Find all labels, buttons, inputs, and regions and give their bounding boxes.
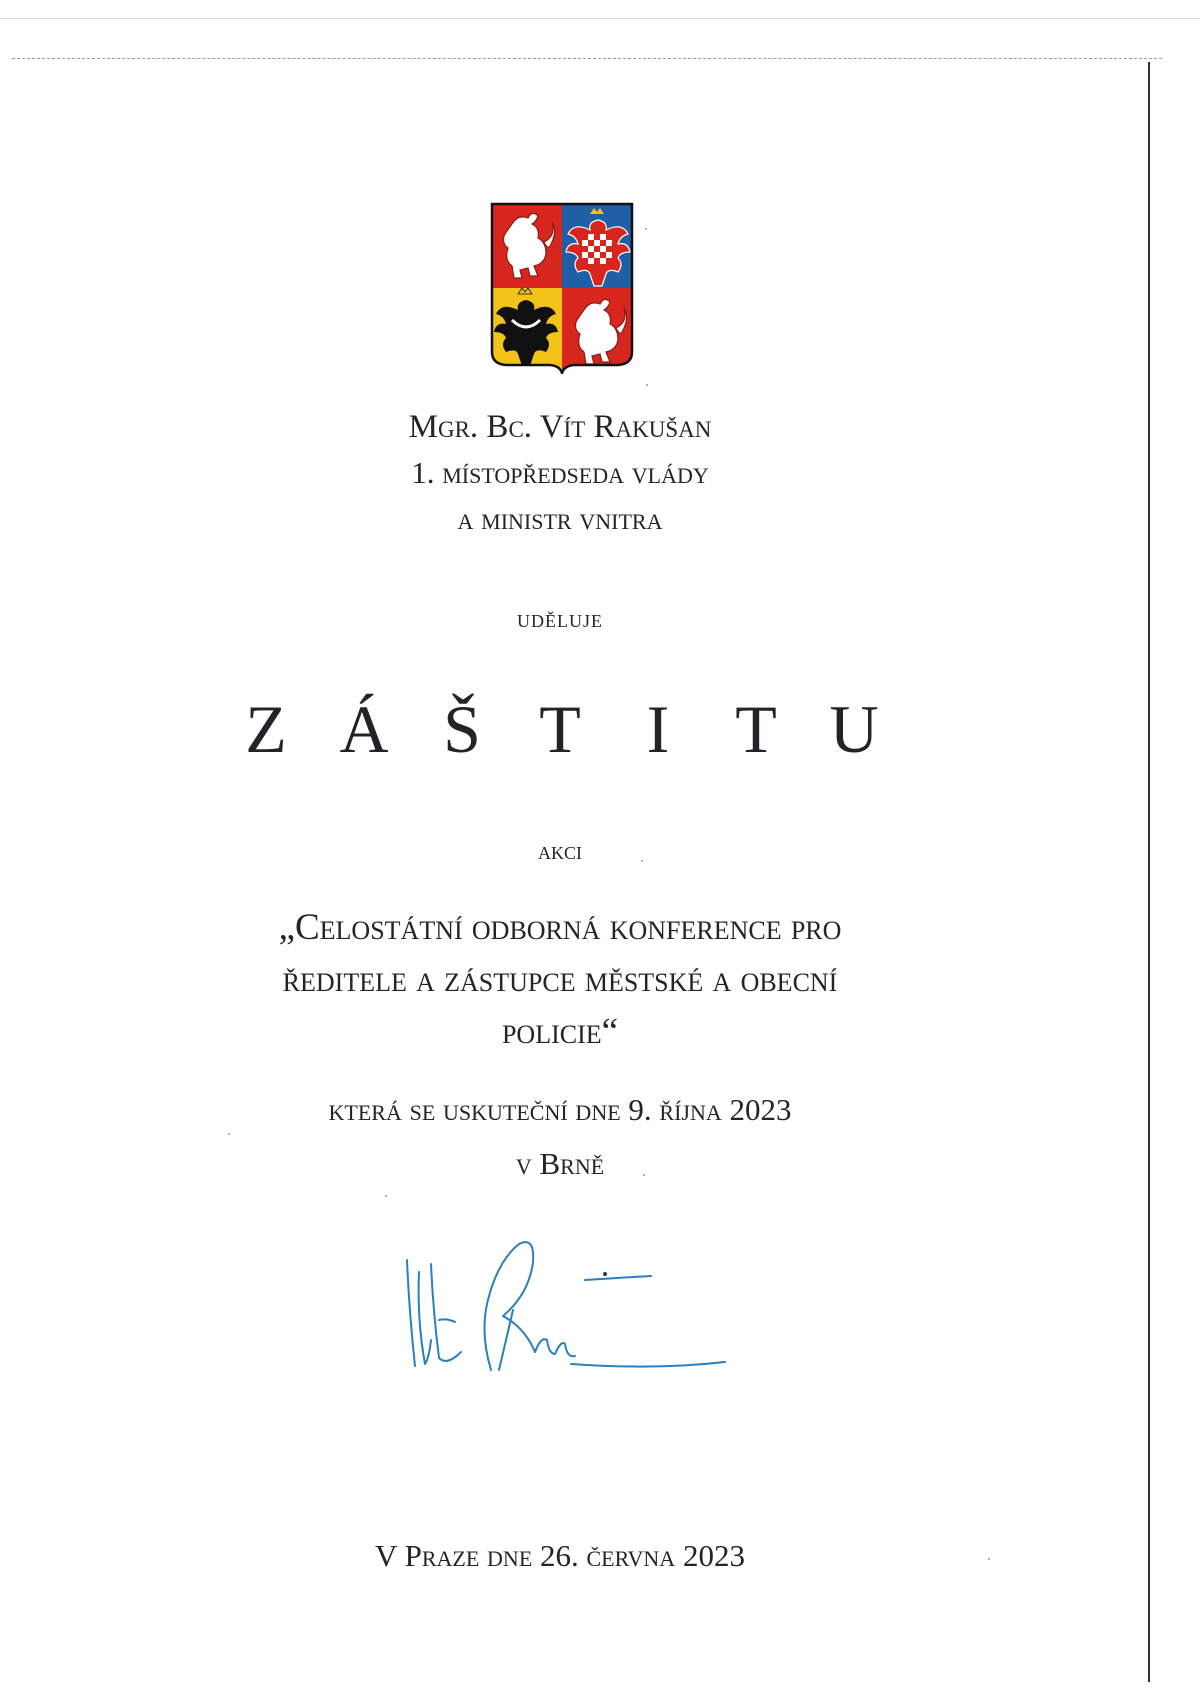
action-label: akci: [538, 836, 582, 865]
event-title: [0, 902, 1120, 1058]
event-place: v Brně: [515, 1146, 605, 1181]
title-letter: T: [539, 691, 581, 767]
handwritten-signature-icon: [395, 1240, 775, 1380]
issuer-block: [0, 404, 1120, 542]
issuer-position-line-1: 1. místopředseda vlády: [411, 455, 709, 490]
event-title-line-2: ředitele a zástupce městské a obecní: [282, 959, 838, 1000]
title-letter: I: [646, 691, 670, 767]
scan-right-edge: [1148, 62, 1150, 1682]
event-title-line-1: „Celostátní odborná konference pro: [278, 907, 842, 948]
grants-label: uděluje: [517, 604, 603, 633]
title-letter: U: [829, 691, 879, 767]
scan-speck: [646, 384, 648, 386]
scan-speck: [385, 1195, 387, 1197]
event-title-line-3: policie“: [501, 1011, 619, 1052]
title-letter: Z: [245, 691, 287, 767]
event-date: která se uskuteční dne 9. října 2023: [328, 1092, 792, 1127]
title-letter: T: [735, 691, 777, 767]
title-letter: Á: [339, 691, 389, 767]
scan-dashed-edge: [12, 58, 1162, 59]
czech-coat-of-arms-icon: [490, 202, 634, 374]
issuer-name: Mgr. Bc. Vít Rakušan: [408, 409, 712, 445]
title-letter: Š: [443, 691, 481, 767]
scan-top-edge: [0, 18, 1200, 19]
document-title: [0, 690, 1120, 769]
issuer-position-line-2: a ministr vnitra: [457, 501, 663, 536]
scan-speck: [228, 1133, 230, 1135]
closing-place-date: V Praze dne 26. června 2023: [375, 1538, 745, 1573]
scan-speck: [645, 228, 647, 230]
